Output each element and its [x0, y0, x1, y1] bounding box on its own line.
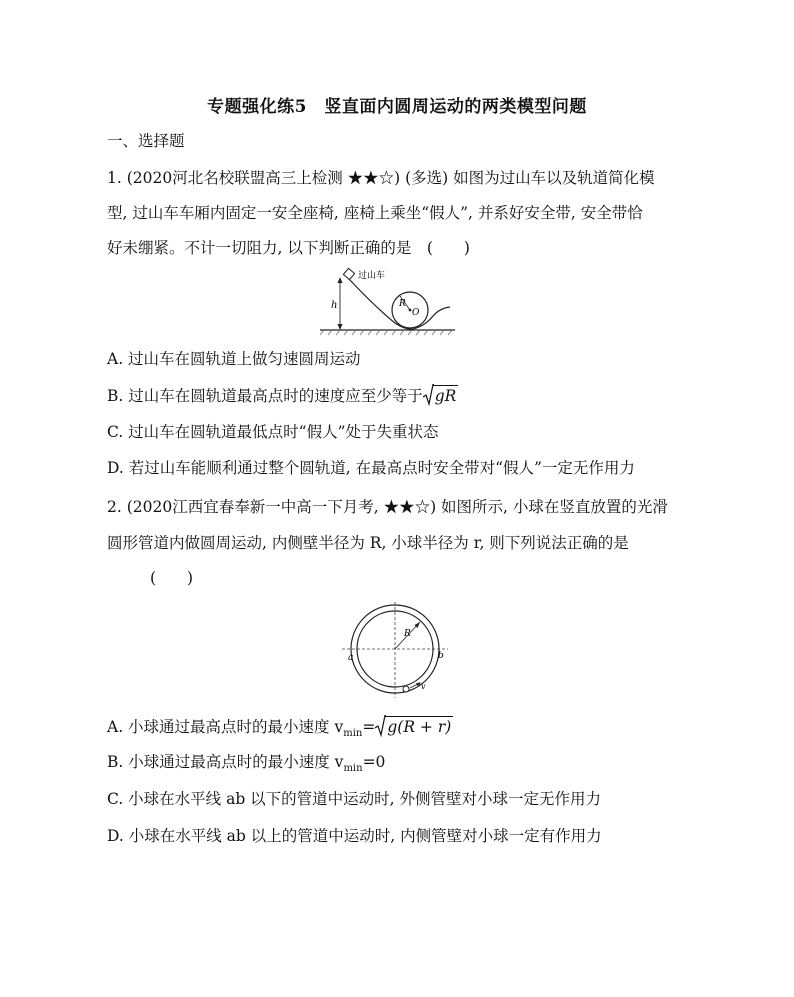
q1-stem-line-3: 好未绷紧。不计一切阻力, 以下判断正确的是 ( ): [107, 239, 470, 257]
b-label: b: [438, 651, 444, 661]
q1-stem-line-1: 1. (2020河北名校联盟高三上检测 ★★☆) (多选) 如图为过山车以及轨道简化模: [107, 169, 655, 187]
q2-option-a-text: A. 小球通过最高点时的最小速度 v: [107, 718, 344, 736]
ball: [403, 686, 409, 692]
q2-option-c: C. 小球在水平线 ab 以下的管道中运动时, 外侧管壁对小球一定无作用力: [107, 790, 602, 808]
q1-option-c: C. 过山车在圆轨道最低点时“假人”处于失重状态: [107, 423, 439, 441]
q1-stem-line-2: 型, 过山车车厢内固定一安全座椅, 座椅上乘坐“假人”, 并系好安全带, 安全带恰: [107, 204, 643, 222]
q2-stem-line-1: 2. (2020江西宜春奉新一中高一下月考, ★★☆) 如图所示, 小球在竖直放置的光滑: [107, 498, 668, 516]
car-icon: [343, 268, 354, 279]
O-label: O: [412, 308, 420, 318]
q2-option-a: [107, 716, 453, 744]
page-title: 专题强化练5 竖直面内圆周运动的两类模型问题: [207, 97, 587, 117]
q1-roller-coaster-figure: [320, 266, 470, 338]
h-label: h: [331, 300, 338, 311]
section-heading: 一、选择题: [107, 132, 185, 150]
q2-stem-line-2: 圆形管道内做圆周运动, 内侧壁半径为 R, 小球半径为 r, 则下列说法正确的是: [107, 534, 629, 552]
ground-hatch: [320, 330, 452, 335]
R-label: R: [404, 629, 411, 639]
car-label: 过山车: [358, 271, 386, 281]
sqrt-content: g(R + r): [387, 718, 452, 736]
q2-option-b: [107, 752, 385, 779]
v-label: v: [421, 682, 426, 691]
sqrt-gR: [423, 385, 459, 406]
q2-option-b-text: B. 小球通过最高点时的最小速度 v: [107, 753, 344, 771]
sqrt-gR-content: gR: [434, 387, 457, 405]
q2-stem-line-3: ( ): [150, 569, 194, 587]
sqrt-g-R-plus-r: [375, 716, 453, 737]
q2-option-d: D. 小球在水平线 ab 以上的管道中运动时, 内侧管壁对小球一定有作用力: [107, 827, 602, 845]
vmin-subscript: min: [343, 763, 363, 775]
q1-option-d: D. 若过山车能顺利通过整个圆轨道, 在最高点时安全带对“假人”一定无作用力: [107, 459, 635, 477]
q1-option-a: A. 过山车在圆轨道上做匀速圆周运动: [107, 350, 361, 368]
equals-zero: =0: [362, 753, 386, 771]
equals-sign: =: [362, 718, 376, 736]
R-label: R: [399, 299, 406, 309]
q1-option-b-text: B. 过山车在圆轨道最高点时的速度应至少等于: [107, 387, 423, 405]
q1-option-b: [107, 385, 458, 406]
a-label: a: [348, 653, 354, 663]
vmin-subscript: min: [343, 728, 363, 740]
q2-circular-tube-figure: [340, 600, 450, 700]
